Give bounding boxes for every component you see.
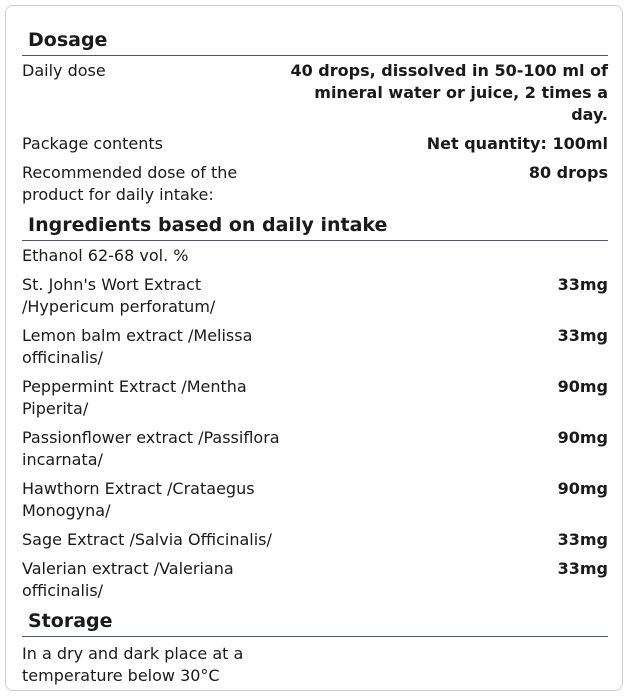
row-label: Recommended dose of the product for daily intake: xyxy=(22,163,238,204)
ingredient-row xyxy=(22,478,608,522)
ingredients-heading: Ingredients based on daily intake xyxy=(22,213,608,241)
ingredient-amount: 33mg xyxy=(557,326,608,345)
ingredient-row xyxy=(22,325,608,369)
dosage-section xyxy=(22,28,608,206)
ingredient-amount: 33mg xyxy=(557,530,608,549)
storage-section xyxy=(22,609,608,687)
ingredient-row xyxy=(22,376,608,420)
ingredient-row xyxy=(22,245,608,267)
product-info-card xyxy=(5,5,623,691)
ingredient-amount: 33mg xyxy=(557,559,608,578)
ingredient-name: Valerian extract /Valeriana officinalis/ xyxy=(22,559,234,600)
ingredient-amount: 90mg xyxy=(557,377,608,396)
ingredient-row xyxy=(22,427,608,471)
storage-text: In a dry and dark place at a temperature below 30°C xyxy=(22,644,244,685)
ingredient-row xyxy=(22,274,608,318)
storage-heading: Storage xyxy=(22,609,608,637)
ingredients-section xyxy=(22,213,608,602)
ingredient-amount: 90mg xyxy=(557,479,608,498)
ingredient-row xyxy=(22,558,608,602)
ingredient-name: Sage Extract /Salvia Officinalis/ xyxy=(22,530,272,549)
ingredient-amount: 90mg xyxy=(557,428,608,447)
ingredient-name: Peppermint Extract /Mentha Piperita/ xyxy=(22,377,247,418)
dosage-row-package-contents xyxy=(22,133,608,155)
row-value: Net quantity: 100ml xyxy=(426,134,608,153)
dosage-heading: Dosage xyxy=(22,28,608,56)
ingredient-name: Hawthorn Extract /Crataegus Monogyna/ xyxy=(22,479,255,520)
row-label: Package contents xyxy=(22,134,163,153)
dosage-row-daily-dose xyxy=(22,60,608,126)
ingredient-name: Passionflower extract /Passiflora incarnata/ xyxy=(22,428,280,469)
dosage-row-recommended-dose xyxy=(22,162,608,206)
row-label: Daily dose xyxy=(22,61,106,80)
ingredient-name: Ethanol 62-68 vol. % xyxy=(22,246,189,265)
ingredient-row xyxy=(22,529,608,551)
row-value: 40 drops, dissolved in 50-100 ml of mineral water or juice, 2 times a day. xyxy=(290,61,608,124)
ingredient-name: St. John's Wort Extract /Hypericum perforatum/ xyxy=(22,275,216,316)
product-info-content xyxy=(22,28,608,687)
ingredient-name: Lemon balm extract /Melissa officinalis/ xyxy=(22,326,253,367)
row-value: 80 drops xyxy=(528,163,608,182)
ingredient-amount: 33mg xyxy=(557,275,608,294)
